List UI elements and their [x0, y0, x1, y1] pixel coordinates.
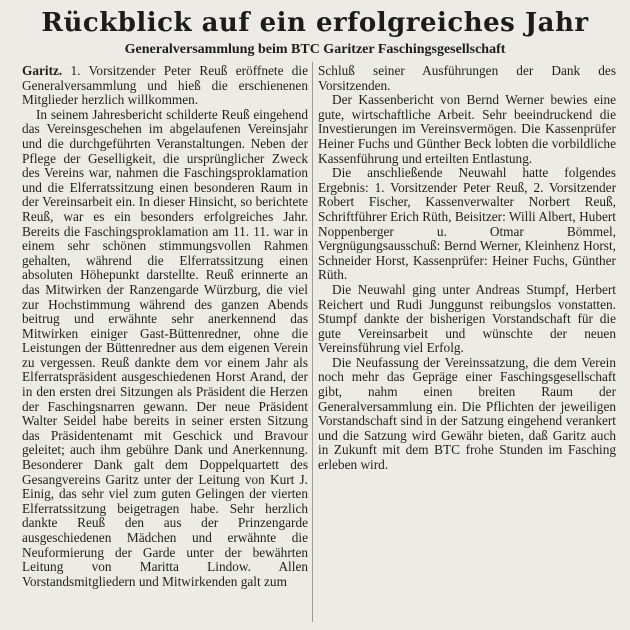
right-paragraph-3: Die anschließende Neuwahl hatte folgendes Ergebnis: 1. Vorsitzender Peter Reuß, 2. Vorsitzender Robert Fischer, Kassenverwalter Norbert Reuß, Schriftführer Erich Rüth, Beisitzer: Willi Albert, Hubert Noppenberger u. Otmar Bömmel, Vergnügungsausschuß: Bernd Werner, Kleinhenz Horst, Schneider Horst, Kassenprüfer: Heiner Fuchs, Günther Rüth.	[318, 165, 616, 283]
right-paragraph-5: Die Neufassung der Vereinssatzung, die dem Verein noch mehr das Gepräge einer Faschingsgesellschaft gibt, nahm einen breiten Raum der Generalversammlung ein. Die Pflichten der jeweiligen Vorstandschaft sind in der Satzung eingehend verankert und die Satzung wird Gewähr bieten, daß Garitz auch in Zukunft mit dem BTC frohe Stunden im Fasching erleben wird.	[318, 354, 616, 473]
right-column	[318, 64, 616, 473]
article-subheadline: Generalversammlung beim BTC Garitzer Faschingsgesellschaft	[124, 42, 506, 57]
left-paragraph-1-text: 1. Vorsitzender Peter Reuß eröffnete die Generalversammlung und hieß die erschienenen Mitglieder herzlich willkommen.	[22, 63, 308, 108]
right-paragraph-4: Die Neuwahl ging unter Andreas Stumpf, Herbert Reichert und Rudi Junggunst reibungslos vonstatten. Stumpf dankte der bisherigen Vorstandschaft für die gute Vereinsarbeit und wünschte der neuen Vereinsführung viel Erfolg.	[318, 281, 616, 356]
column-divider	[312, 62, 313, 622]
right-paragraph-1: Schluß seiner Ausführungen der Dank des Vorsitzenden.	[318, 63, 616, 93]
dateline: Garitz.	[22, 63, 63, 78]
left-paragraph-1	[22, 64, 308, 108]
left-paragraph-2: In seinem Jahresbericht schilderte Reuß eingehend das Vereinsgeschehen im abgelaufenen Vereinsjahr und die durchgeführten Veranstaltungen. Neben der Pflege der Geselligkeit, die ursprünglicher Zweck des Vereins war, nahmen die Faschingsproklamation und die Elferratssitzung einen besonderen Raum in der Vereinsarbeit ein. In dieser Hinsicht, so berichtete Reuß, war es ein besonders erfolgreiches Jahr. Bereits die Faschingsproklamation am 11. 11. war in einem sehr schönen stimmungsvollen Rahmen gehalten, während die Elferratssitzung einen absoluten Höhepunkt darstellte. Reuß erinnerte an das Mitwirken der Ranzengarde Würzburg, die viel zur Hochstimmung während des ganzen Abends beitrug und erwähnte sehr anerkennend das Mitwirken einiger Gast-Büttenredner, ohne die Leistungen der Büttenredner aus dem eigenen Verein zu vergessen. Reuß dankte dem vor einem Jahr als Elferratspräsident ausgeschiedenen Horst Arand, der in den ersten drei Sitzungen als Präsident die Herzen der Faschingsnarren gewann. Der neue Präsident Walter Seidel habe bereits in seiner ersten Sitzung das Präsidentenamt mit Geschick und Bravour geleitet; auch ihm gebühre Dank und Anerkennung. Besonderer Dank galt dem Doppelquartett des Gesangvereins Garitz unter der Leitung von Kurt J. Einig, das sehr viel zum guten Gelingen der vierten Elferratssitzung beigetragen habe. Sehr herzlich dankte Reuß den aus der Prinzengarde ausgeschiedenen Mädchen und erwähnte die Neuformierung der Garde unter der bewährten Leitung von Maritta Lindow. Allen Vorstandsmitgliedern und Mitwirkenden galt zum	[22, 106, 308, 589]
right-paragraph-2: Der Kassenbericht von Bernd Werner bewies eine gute, wirtschaftliche Arbeit. Sehr beeindruckend die Investierungen im Vereinsvermögen. Die Kassenprüfer Heiner Fuchs und Günther Beck lobten die vorbildliche Kassenführung und erteilten Entlastung.	[318, 92, 616, 166]
article-headline: Rückblick auf ein erfolgreiches Jahr	[41, 8, 589, 38]
left-column	[22, 64, 308, 589]
